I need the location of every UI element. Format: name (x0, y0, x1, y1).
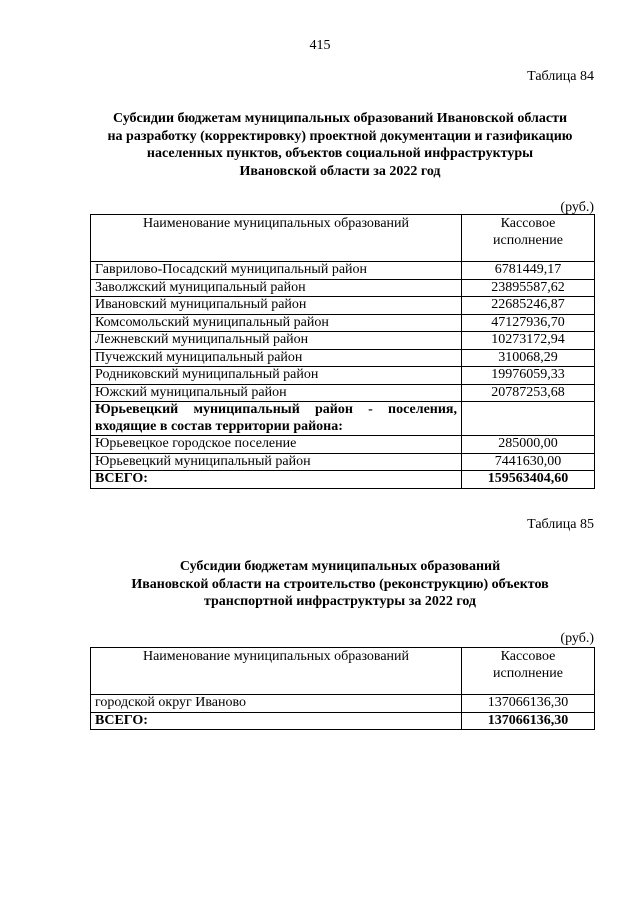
title-line: населенных пунктов, объектов социальной инфраструктуры (146, 146, 534, 161)
table-row (91, 262, 595, 280)
table-total-row (91, 471, 595, 489)
row-name: Пучежский муниципальный район (91, 349, 462, 367)
row-name: городской округ Иваново (91, 695, 462, 713)
table-85 (90, 647, 595, 730)
table-row (91, 314, 595, 332)
table-85-title (80, 558, 600, 611)
table-row (91, 695, 595, 713)
row-value: 22685246,87 (462, 297, 595, 315)
table-row (91, 332, 595, 350)
header-value-line: Кассовое (500, 216, 556, 231)
table-row (91, 453, 595, 471)
column-header-value (462, 215, 595, 262)
column-header-name: Наименование муниципальных образований (91, 648, 462, 695)
row-name: Заволжский муниципальный район (91, 279, 462, 297)
table-group-row (91, 402, 595, 436)
table-row (91, 349, 595, 367)
table-row (91, 297, 595, 315)
row-value: 20787253,68 (462, 384, 595, 402)
group-line: входящие в состав территории района: (95, 418, 343, 434)
title-line: транспортной инфраструктуры за 2022 год (203, 594, 477, 609)
row-name: Ивановский муниципальный район (91, 297, 462, 315)
row-name: Гаврилово-Посадский муниципальный район (91, 262, 462, 280)
row-value: 19976059,33 (462, 367, 595, 385)
table-header-row (91, 648, 595, 695)
table-84-title (80, 110, 600, 180)
table-84-label: Таблица 84 (527, 69, 594, 84)
row-value: 23895587,62 (462, 279, 595, 297)
header-value-line: исполнение (493, 232, 563, 248)
row-name: Лежневский муниципальный район (91, 332, 462, 350)
group-line: Юрьевецкий муниципальный район - поселения, (95, 402, 457, 417)
row-name: Родниковский муниципальный район (91, 367, 462, 385)
row-value: 47127936,70 (462, 314, 595, 332)
title-line: Субсидии бюджетам муниципальных образований Ивановской области (112, 111, 568, 126)
group-name (91, 402, 462, 436)
table-total-row (91, 712, 595, 730)
total-label: ВСЕГО: (91, 471, 462, 489)
row-value: 137066136,30 (462, 695, 595, 713)
table-row (91, 279, 595, 297)
table-row (91, 384, 595, 402)
row-name: Юрьевецкий муниципальный район (91, 453, 462, 471)
row-value: 7441630,00 (462, 453, 595, 471)
table-row (91, 367, 595, 385)
title-line: на разработку (корректировку) проектной документации и газификацию (107, 128, 573, 144)
row-value: 10273172,94 (462, 332, 595, 350)
table-header-row (91, 215, 595, 262)
row-name: Южский муниципальный район (91, 384, 462, 402)
title-line: Ивановской области на строительство (реконструкцию) объектов (131, 576, 549, 592)
table-84-unit: (руб.) (560, 200, 594, 215)
column-header-name: Наименование муниципальных образований (91, 215, 462, 262)
page-number: 415 (309, 38, 331, 53)
row-value: 6781449,17 (462, 262, 595, 280)
header-value-line: Кассовое (500, 649, 556, 664)
table-84 (90, 214, 595, 489)
table-row (91, 436, 595, 454)
row-name: Юрьевецкое городское поселение (91, 436, 462, 454)
column-header-value (462, 648, 595, 695)
row-value: 310068,29 (462, 349, 595, 367)
table-85-unit: (руб.) (560, 631, 594, 646)
title-line: Ивановской области за 2022 год (239, 163, 441, 179)
total-label: ВСЕГО: (91, 712, 462, 730)
total-value: 137066136,30 (462, 712, 595, 730)
table-85-label: Таблица 85 (527, 517, 594, 532)
title-line: Субсидии бюджетам муниципальных образований (179, 559, 501, 574)
row-value: 285000,00 (462, 436, 595, 454)
row-name: Комсомольский муниципальный район (91, 314, 462, 332)
group-value-empty (462, 402, 595, 436)
header-value-line: исполнение (493, 665, 563, 681)
total-value: 159563404,60 (462, 471, 595, 489)
